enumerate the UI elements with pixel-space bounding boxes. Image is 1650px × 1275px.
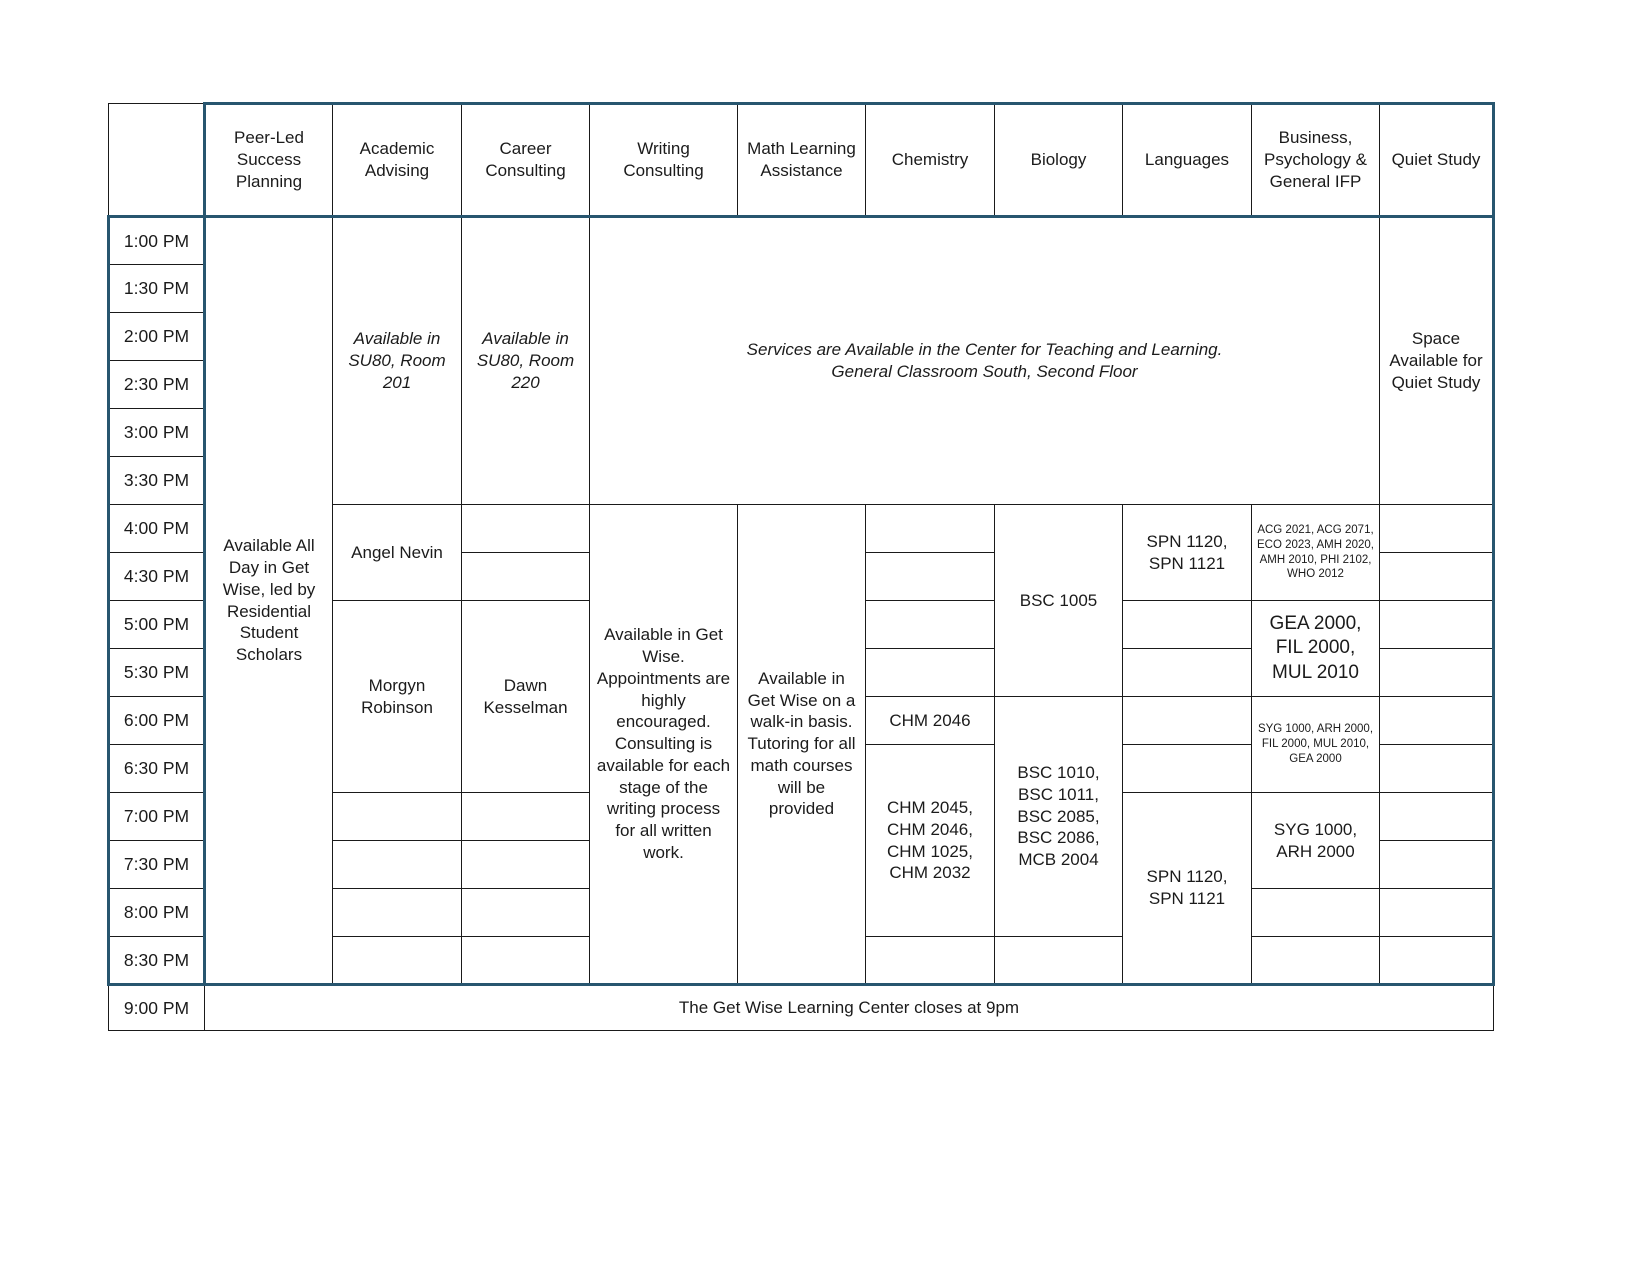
header-row — [109, 104, 1494, 217]
time-cell-1-00-pm: 1:00 PM — [109, 217, 205, 265]
empty-slot-career-7-00 — [462, 793, 590, 841]
cell-quiet-study-space: Space Available for Quiet Study — [1380, 217, 1494, 505]
cell-chemistry-chm-2046: CHM 2046 — [866, 697, 995, 745]
col-header-chemistry: Chemistry — [866, 104, 995, 217]
time-cell-7-30-pm: 7:30 PM — [109, 841, 205, 889]
time-cell-7-00-pm: 7:00 PM — [109, 793, 205, 841]
empty-slot-business-8-30 — [1252, 937, 1380, 985]
empty-slot-languages-5-30 — [1123, 649, 1252, 697]
row-9-00-pm-closing — [109, 985, 1494, 1031]
col-header-quiet-study: Quiet Study — [1380, 104, 1494, 217]
empty-slot-quiet-8-00 — [1380, 889, 1494, 937]
cell-business-syg-block: SYG 1000, ARH 2000, FIL 2000, MUL 2010, GEA 2000 — [1252, 697, 1380, 793]
empty-slot-biology-8-30 — [995, 937, 1123, 985]
schedule-sheet — [107, 102, 1495, 1031]
cell-languages-spn-evening: SPN 1120, SPN 1121 — [1123, 793, 1252, 985]
empty-slot-quiet-7-30 — [1380, 841, 1494, 889]
time-cell-4-00-pm: 4:00 PM — [109, 505, 205, 553]
empty-slot-quiet-5-30 — [1380, 649, 1494, 697]
empty-slot-chemistry-5-00 — [866, 601, 995, 649]
time-cell-9-00-pm: 9:00 PM — [109, 985, 205, 1031]
services-note-line2: General Classroom South, Second Floor — [831, 362, 1138, 381]
empty-slot-languages-5-00 — [1123, 601, 1252, 649]
col-header-writing-consulting: Writing Consulting — [590, 104, 738, 217]
empty-slot-quiet-4-30 — [1380, 553, 1494, 601]
empty-slot-career-8-30 — [462, 937, 590, 985]
empty-slot-career-4-30 — [462, 553, 590, 601]
empty-slot-business-8-00 — [1252, 889, 1380, 937]
empty-slot-chemistry-5-30 — [866, 649, 995, 697]
time-cell-8-00-pm: 8:00 PM — [109, 889, 205, 937]
time-cell-3-30-pm: 3:30 PM — [109, 457, 205, 505]
time-cell-4-30-pm: 4:30 PM — [109, 553, 205, 601]
col-header-business-psychology-general-ifp: Business, Psychology & General IFP — [1252, 104, 1380, 217]
cell-career-consulting-room: Available in SU80, Room 220 — [462, 217, 590, 505]
empty-slot-languages-6-00 — [1123, 697, 1252, 745]
empty-slot-quiet-6-30 — [1380, 745, 1494, 793]
cell-biology-evening-block: BSC 1010, BSC 1011, BSC 2085, BSC 2086, MCB 2004 — [995, 697, 1123, 937]
empty-slot-quiet-4-00 — [1380, 505, 1494, 553]
empty-slot-academic-8-00 — [333, 889, 462, 937]
empty-slot-chemistry-8-30 — [866, 937, 995, 985]
col-header-languages: Languages — [1123, 104, 1252, 217]
empty-slot-academic-8-30 — [333, 937, 462, 985]
time-cell-5-30-pm: 5:30 PM — [109, 649, 205, 697]
empty-slot-career-4-00 — [462, 505, 590, 553]
time-cell-2-00-pm: 2:00 PM — [109, 313, 205, 361]
services-note-line1: Services are Available in the Center for Teaching and Learning. — [746, 340, 1223, 360]
time-cell-2-30-pm: 2:30 PM — [109, 361, 205, 409]
col-header-academic-advising: Academic Advising — [333, 104, 462, 217]
cell-chemistry-evening-block: CHM 2045, CHM 2046, CHM 1025, CHM 2032 — [866, 745, 995, 937]
col-header-career-consulting: Career Consulting — [462, 104, 590, 217]
empty-slot-chemistry-4-30 — [866, 553, 995, 601]
cell-languages-spn-afternoon: SPN 1120, SPN 1121 — [1123, 505, 1252, 601]
col-header-peer-led-success-planning: Peer-Led Success Planning — [205, 104, 333, 217]
cell-career-dawn-kesselman: Dawn Kesselman — [462, 601, 590, 793]
empty-slot-career-8-00 — [462, 889, 590, 937]
empty-slot-quiet-7-00 — [1380, 793, 1494, 841]
row-1-00-pm — [109, 217, 1494, 265]
time-cell-3-00-pm: 3:00 PM — [109, 409, 205, 457]
empty-slot-academic-7-00 — [333, 793, 462, 841]
cell-business-gea-block: GEA 2000, FIL 2000, MUL 2010 — [1252, 601, 1380, 697]
cell-peer-led-all-day: Available All Day in Get Wise, led by Residential Student Scholars — [205, 217, 333, 985]
time-cell-1-30-pm: 1:30 PM — [109, 265, 205, 313]
time-cell-5-00-pm: 5:00 PM — [109, 601, 205, 649]
empty-slot-languages-6-30 — [1123, 745, 1252, 793]
cell-biology-bsc-1005: BSC 1005 — [995, 505, 1123, 697]
corner-cell — [109, 104, 205, 217]
empty-slot-quiet-5-00 — [1380, 601, 1494, 649]
schedule-table — [107, 102, 1495, 1031]
cell-academic-angel-nevin: Angel Nevin — [333, 505, 462, 601]
cell-academic-advising-room: Available in SU80, Room 201 — [333, 217, 462, 505]
cell-business-syg-arh: SYG 1000, ARH 2000 — [1252, 793, 1380, 889]
empty-slot-academic-7-30 — [333, 841, 462, 889]
cell-business-acg-block: ACG 2021, ACG 2071, ECO 2023, AMH 2020, AMH 2010, PHI 2102, WHO 2012 — [1252, 505, 1380, 601]
col-header-biology: Biology — [995, 104, 1123, 217]
empty-slot-quiet-6-00 — [1380, 697, 1494, 745]
empty-slot-chemistry-4-00 — [866, 505, 995, 553]
cell-writing-consulting-note: Available in Get Wise. Appointments are highly encouraged. Consulting is available for each stage of the writing process for all written work. — [590, 505, 738, 985]
cell-math-assistance-note: Available in Get Wise on a walk-in basis. Tutoring for all math courses will be provided — [738, 505, 866, 985]
col-header-math-learning-assistance: Math Learning Assistance — [738, 104, 866, 217]
time-cell-8-30-pm: 8:30 PM — [109, 937, 205, 985]
time-cell-6-00-pm: 6:00 PM — [109, 697, 205, 745]
cell-academic-morgyn-robinson: Morgyn Robinson — [333, 601, 462, 793]
closing-message-cell: The Get Wise Learning Center closes at 9pm — [205, 985, 1494, 1031]
empty-slot-quiet-8-30 — [1380, 937, 1494, 985]
empty-slot-career-7-30 — [462, 841, 590, 889]
cell-services-ctl-note — [590, 217, 1380, 505]
time-cell-6-30-pm: 6:30 PM — [109, 745, 205, 793]
